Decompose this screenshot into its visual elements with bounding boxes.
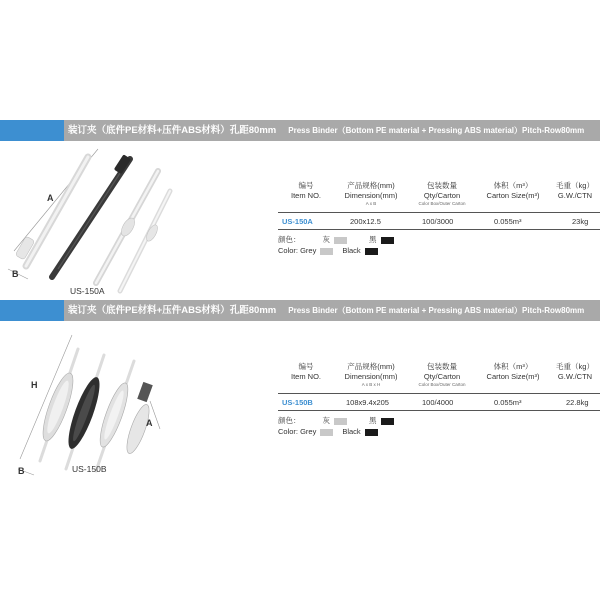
banner-accent [0,120,64,141]
model-label: US-150A [70,286,105,296]
header-volume: 体积（m³） Carton Size(m³) [486,362,540,381]
banner-title-zh: 装订夹（底件PE材料+压件ABS材料）孔距80mm [68,125,277,136]
table-rule-bottom [278,229,600,230]
swatch-black [381,237,394,244]
header-qty: 包装数量 Qty/Carton Color Box/Outer Carton [418,362,466,387]
dimension-label-b: B [18,466,25,476]
cell-dimension: 200x12.5 [350,217,381,226]
banner-title [68,120,584,141]
spec-table-us-150a [278,178,600,268]
swatch-grey [320,248,333,255]
binder-grey-1 [15,157,88,266]
swatch-black [365,248,378,255]
binder-drawing [0,141,175,300]
header-weight: 毛重（kg） G.W./CTN [556,362,594,381]
header-dimension: 产品规格(mm) Dimension(mm) A x B [344,181,398,206]
swatch-grey [334,418,347,425]
banner-title-zh: 装订夹（底件PE材料+压件ABS材料）孔距80mm [68,305,277,316]
cell-item: US-150A [282,217,313,226]
dimension-label-a: A [47,193,54,203]
color-row-en: Color: Grey Black [278,426,394,437]
banner-title-en: Press Binder（Bottom PE material + Pressing ABS material）Pitch-Row80mm [288,126,585,135]
cell-weight: 22.8kg [566,398,589,407]
swatch-grey [320,429,333,436]
cell-qty: 100/4000 [422,398,454,407]
cell-weight: 23kg [572,217,589,226]
spec-table-us-150b [278,359,600,449]
dimension-label-b: B [12,269,19,279]
binder-drawing [0,321,175,480]
cell-dimension: 108x9.4x205 [346,398,389,407]
product-illustration-us-150a [0,141,175,300]
product-section-us-150b [0,300,600,480]
cell-item: US-150B [282,398,313,407]
cell-qty: 100/3000 [422,217,454,226]
table-rule-top [278,393,600,394]
binder-grey-2 [96,171,158,283]
header-weight: 毛重（kg） G.W./CTN [556,181,594,200]
header-item-no: 编号 Item NO. [290,362,321,381]
binder-grey-2 [95,361,134,471]
dimension-label-a: A [146,418,153,428]
cell-volume: 0.055m³ [494,398,522,407]
binder-grey-3 [120,191,170,291]
product-section-us-150a [0,120,600,300]
dimension-label-h: H [31,380,38,390]
color-options [278,234,394,256]
color-row-zh: 颜色： 灰 黑 [278,234,394,245]
color-row-en: Color: Grey Black [278,245,394,256]
header-item-no: 编号 Item NO. [290,181,321,200]
color-row-zh: 颜色： 灰 黑 [278,415,394,426]
model-label: US-150B [72,464,107,474]
section-banner [0,120,600,141]
table-rule-top [278,212,600,213]
section-banner [0,300,600,321]
header-qty: 包装数量 Qty/Carton Color Box/Outer Carton [418,181,466,206]
product-illustration-us-150b [0,321,175,480]
binder-black [52,154,131,277]
banner-title [68,300,584,321]
header-dimension: 产品规格(mm) Dimension(mm) A x B x H [344,362,398,387]
swatch-grey [334,237,347,244]
banner-accent [0,300,64,321]
swatch-black [365,429,378,436]
table-rule-bottom [278,410,600,411]
header-volume: 体积（m³） Carton Size(m³) [486,181,540,200]
banner-title-en: Press Binder（Bottom PE material + Pressing ABS material）Pitch-Row80mm [288,306,585,315]
color-options [278,415,394,437]
cell-volume: 0.055m³ [494,217,522,226]
swatch-black [381,418,394,425]
